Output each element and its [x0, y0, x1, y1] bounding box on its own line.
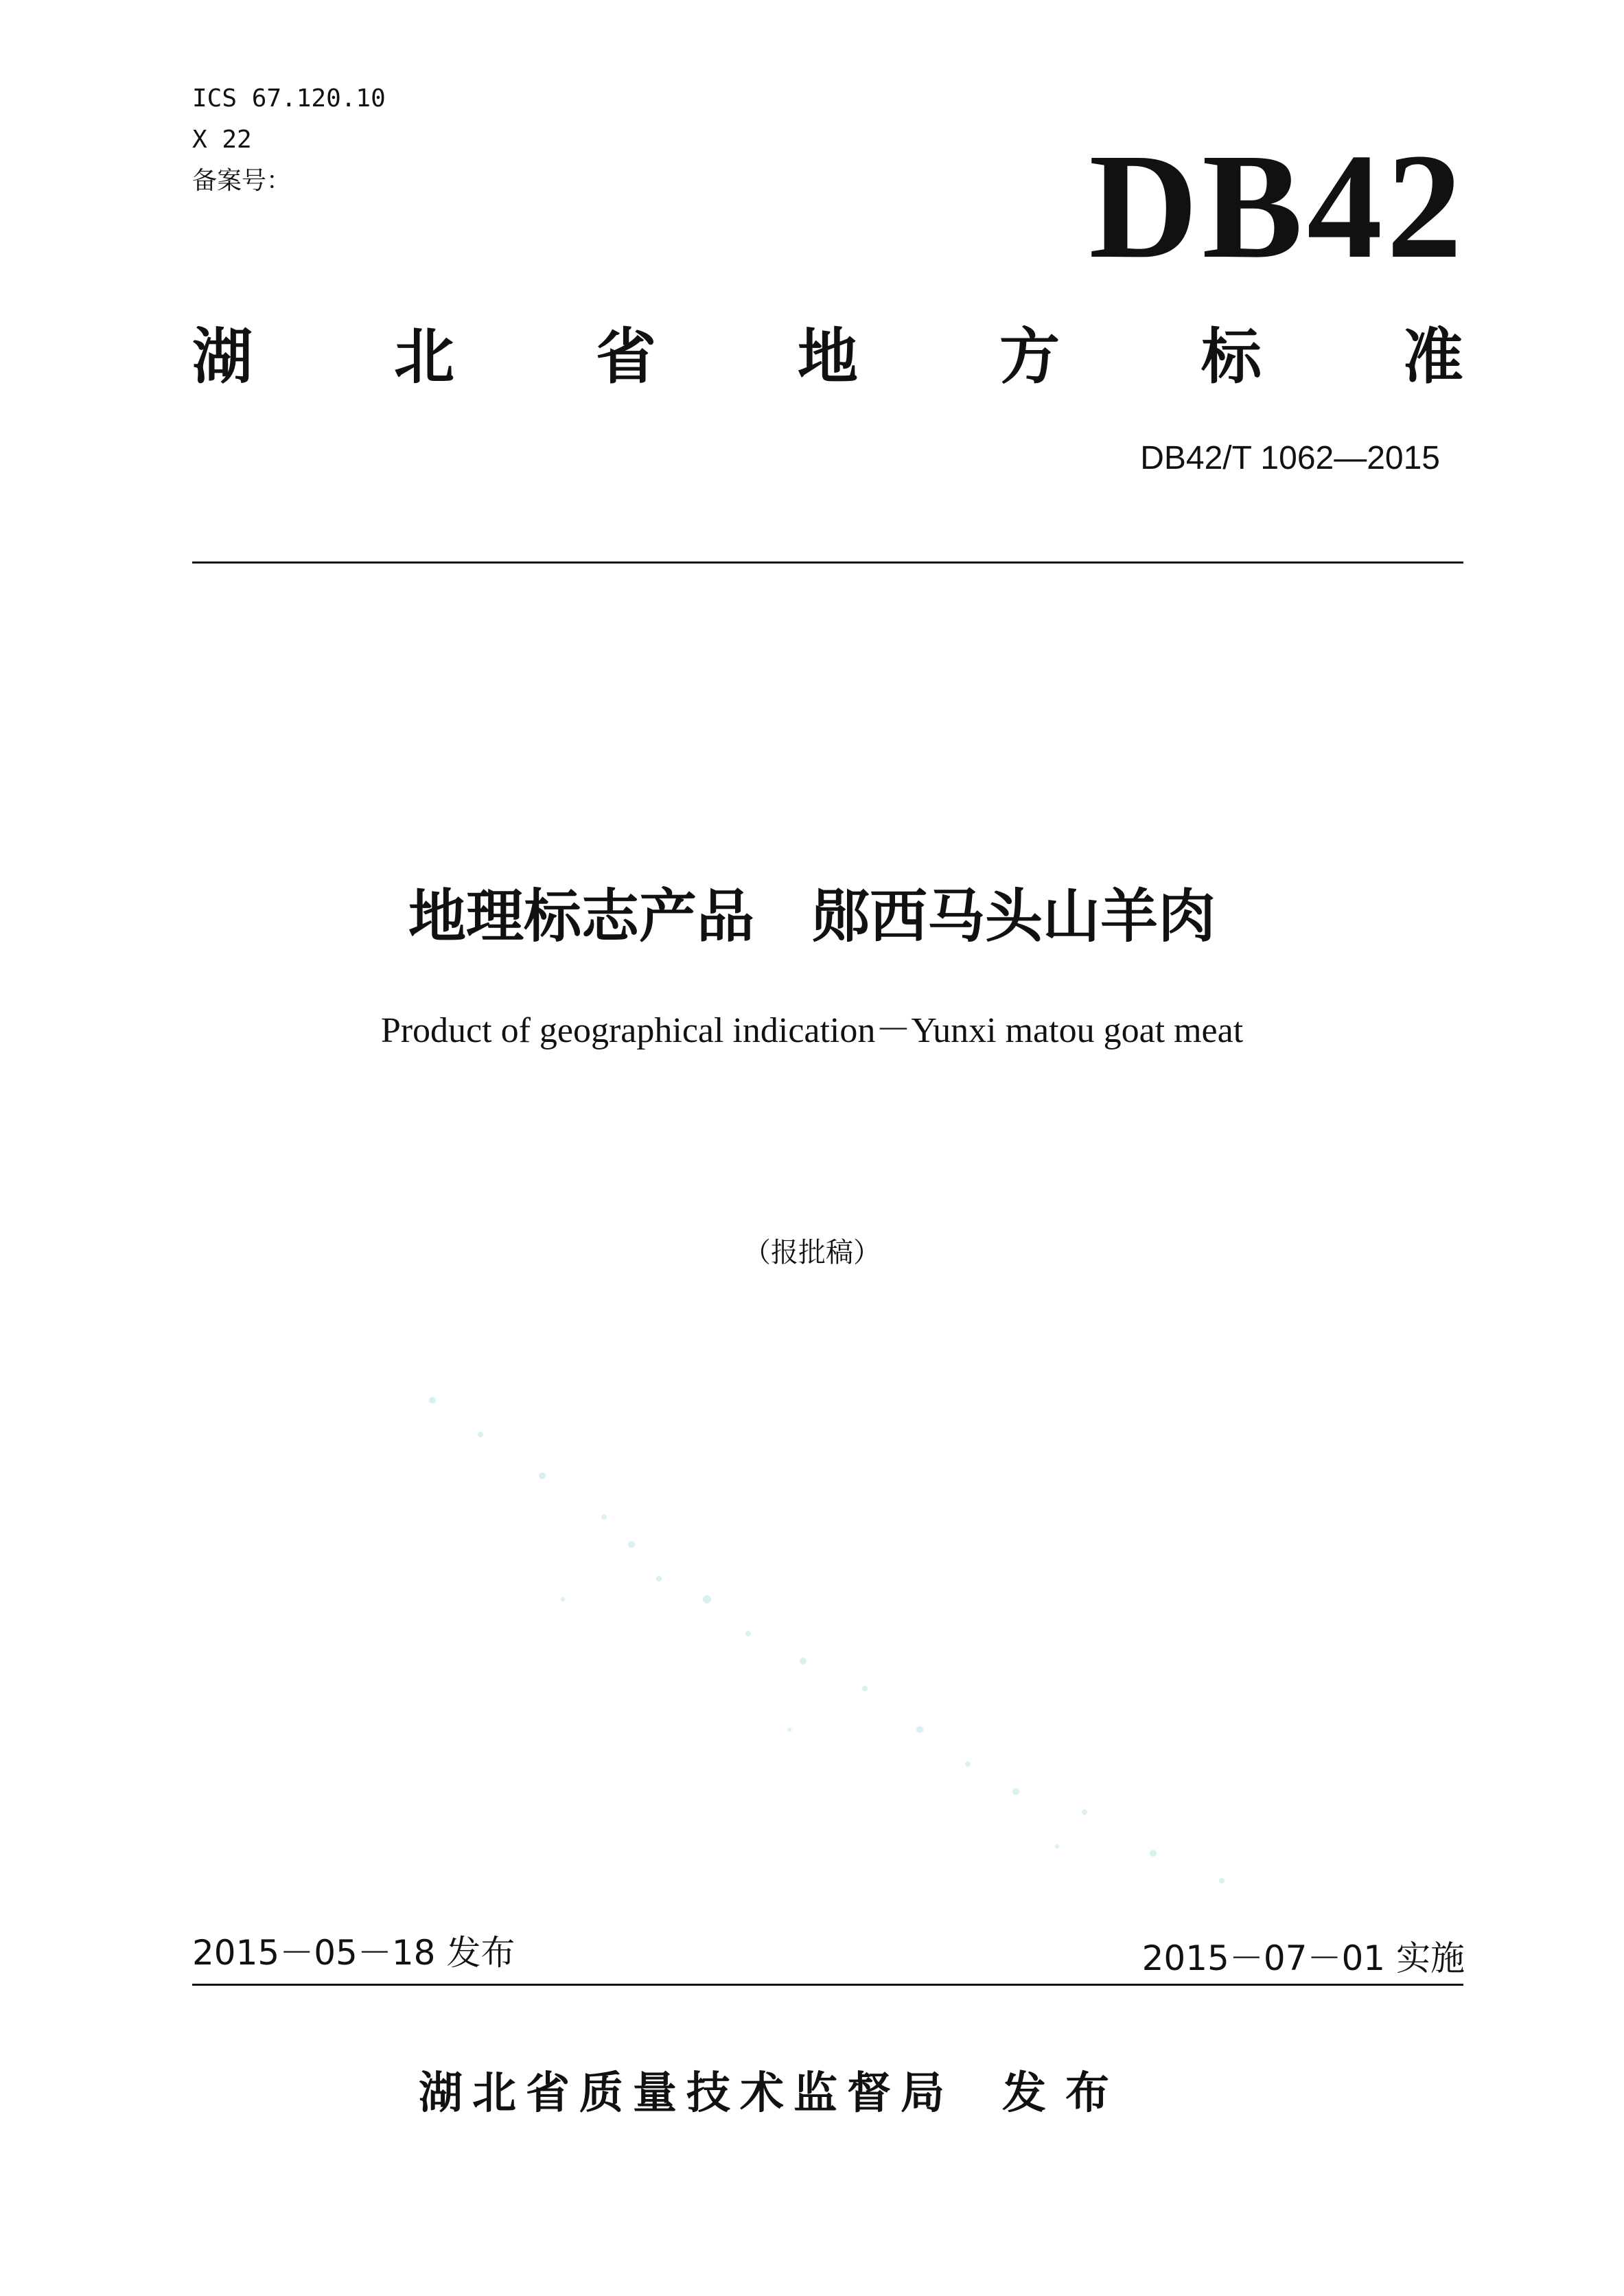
standard-type-char: 标 — [1200, 321, 1262, 392]
standard-type-char: 北 — [393, 321, 454, 392]
effective-date: 2015－07－01 实施 — [1141, 1938, 1465, 1978]
standard-type-char: 省 — [595, 321, 656, 392]
standard-type-char: 方 — [999, 321, 1060, 392]
record-number-label: 备案号： — [192, 167, 292, 195]
title-english: Product of geographical indication－Yunxi matou goat meat — [380, 1011, 1244, 1050]
standard-type-char: 湖 — [192, 321, 253, 392]
bottom-divider — [192, 1984, 1463, 1986]
classification-code: X 22 — [192, 126, 252, 154]
standard-type-char: 地 — [797, 321, 858, 392]
standard-number: DB42/T 1062—2015 — [1140, 440, 1440, 476]
issuer-name: 湖北省质量技术监督局 — [419, 2068, 954, 2119]
draft-status: （报批稿） — [743, 1237, 881, 1268]
issuer — [419, 2066, 1128, 2121]
issue-date: 2015－05－18 发布 — [192, 1933, 515, 1973]
standard-mark: DB42 — [1089, 122, 1466, 290]
issuer-action: 发布 — [1002, 2068, 1128, 2119]
watermark-speckle — [384, 1373, 1277, 1908]
top-divider — [192, 561, 1463, 564]
standard-type-heading — [192, 314, 1463, 390]
standard-type-char: 准 — [1402, 321, 1463, 392]
ics-code: ICS 67.120.10 — [192, 84, 386, 113]
title-chinese: 地理标志产品 郧西马头山羊肉 — [408, 883, 1216, 950]
